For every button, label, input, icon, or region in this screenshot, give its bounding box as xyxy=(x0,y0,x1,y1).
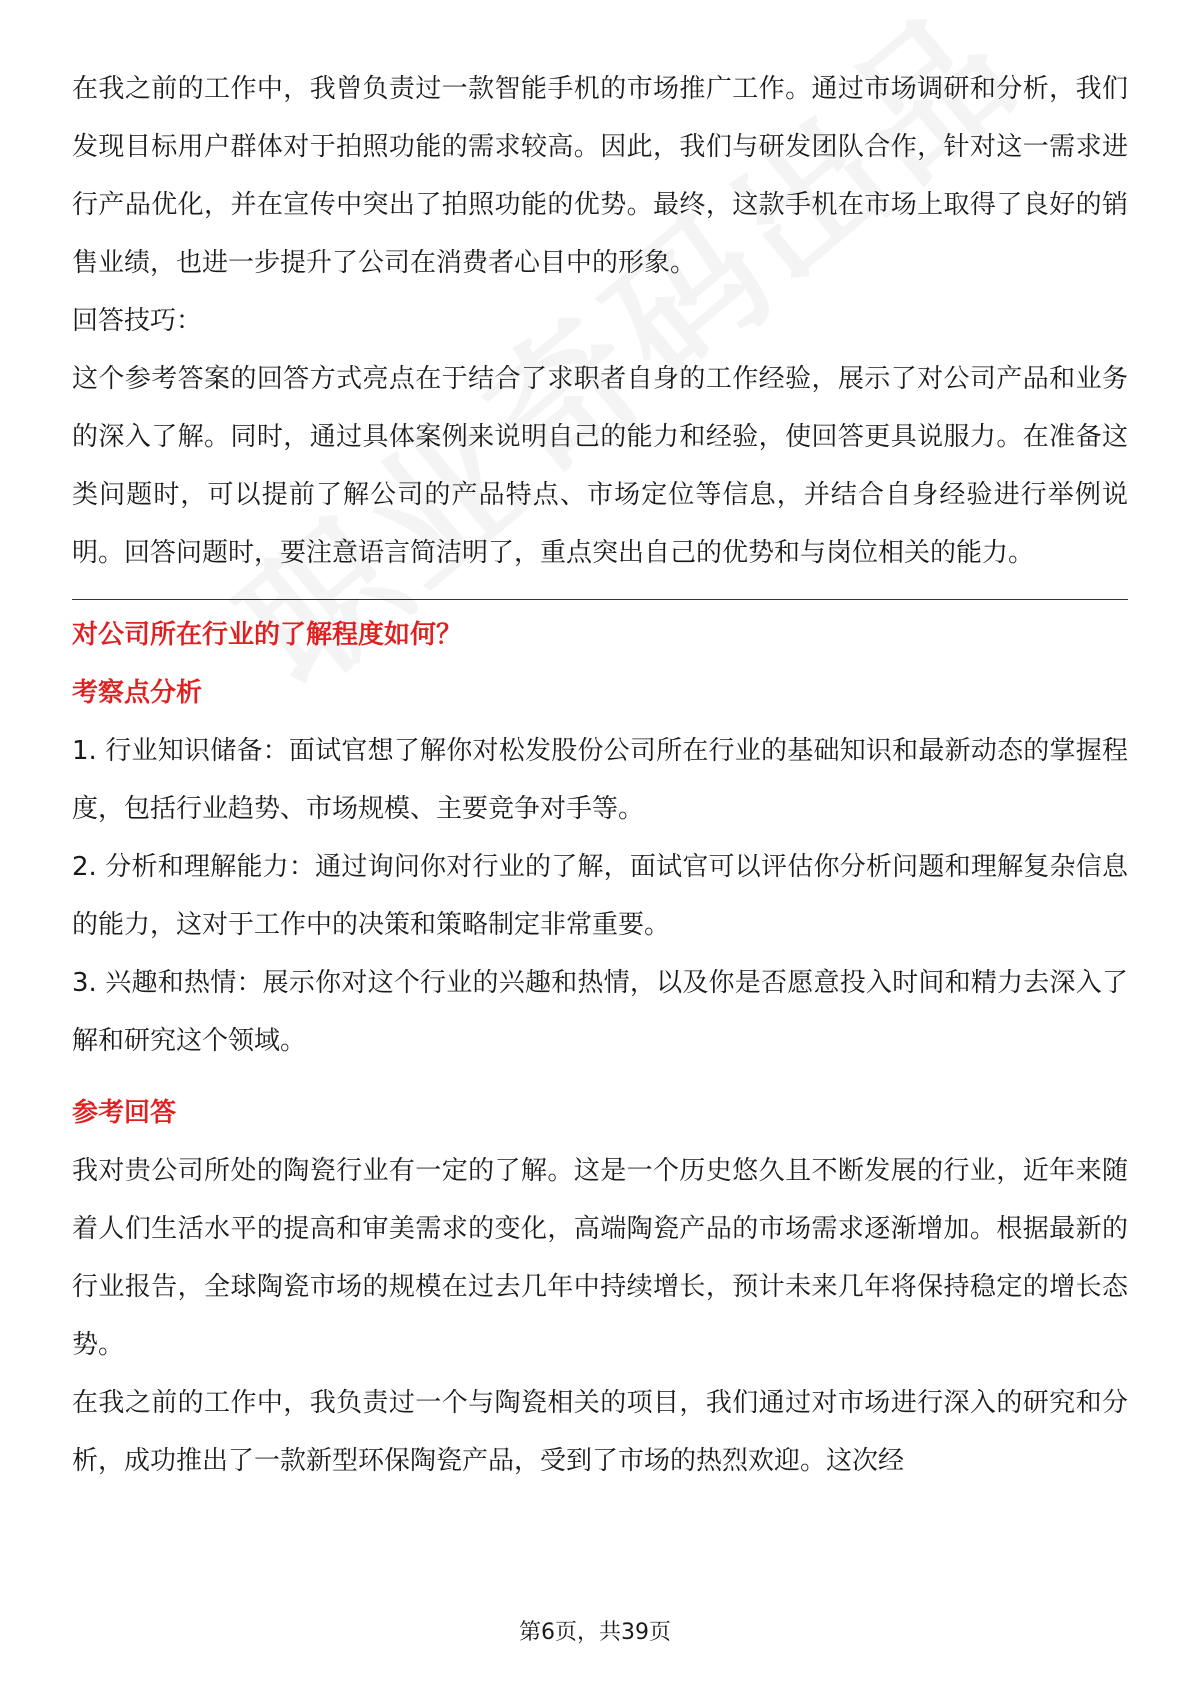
document-body xyxy=(72,60,1128,1490)
analysis-heading: 考察点分析 xyxy=(72,678,203,708)
section-gap xyxy=(72,1070,1128,1084)
page-footer xyxy=(0,1618,1190,1648)
section-divider xyxy=(72,599,1128,600)
tips-paragraph: 这个参考答案的回答方式亮点在于结合了求职者自身的工作经验，展示了对公司产品和业务的深入了解。同时，通过具体案例来说明自己的能力和经验，使回答更具说服力。在准备这类问题时，可以提前了解公司的产品特点、市场定位等信息，并结合自身经验进行举例说明。回答问题时，要注意语言简洁明了，重点突出自己的优势和与岗位相关的能力。 xyxy=(72,364,1128,568)
reference-answer-heading: 参考回答 xyxy=(72,1098,177,1128)
page-number-label: 第6页，共39页 xyxy=(519,1620,671,1645)
reference-answer-paragraph-1: 我对贵公司所处的陶瓷行业有一定的了解。这是一个历史悠久且不断发展的行业，近年来随着人们生活水平的提高和审美需求的变化，高端陶瓷产品的市场需求逐渐增加。根据最新的行业报告，全球陶瓷市场的规模在过去几年中持续增长，预计未来几年将保持稳定的增长态势。 xyxy=(72,1156,1128,1360)
analysis-point-3: 3. 兴趣和热情：展示你对这个行业的兴趣和热情，以及你是否愿意投入时间和精力去深入了解和研究这个领域。 xyxy=(72,968,1128,1056)
question-heading: 对公司所在行业的了解程度如何？ xyxy=(72,620,463,650)
reference-answer-paragraph-2: 在我之前的工作中，我负责过一个与陶瓷相关的项目，我们通过对市场进行深入的研究和分析，成功推出了一款新型环保陶瓷产品，受到了市场的热烈欢迎。这次经 xyxy=(72,1388,1128,1476)
analysis-point-1: 1. 行业知识储备：面试官想了解你对松发股份公司所在行业的基础知识和最新动态的掌握程度，包括行业趋势、市场规模、主要竞争对手等。 xyxy=(72,736,1128,824)
previous-answer-paragraph: 在我之前的工作中，我曾负责过一款智能手机的市场推广工作。通过市场调研和分析，我们发现目标用户群体对于拍照功能的需求较高。因此，我们与研发团队合作，针对这一需求进行产品优化，并在宣传中突出了拍照功能的优势。最终，这款手机在市场上取得了良好的销售业绩，也进一步提升了公司在消费者心目中的形象。 xyxy=(72,74,1128,278)
tips-label: 回答技巧： xyxy=(72,306,203,336)
analysis-point-2: 2. 分析和理解能力：通过询问你对行业的了解，面试官可以评估你分析问题和理解复杂信息的能力，这对于工作中的决策和策略制定非常重要。 xyxy=(72,852,1128,940)
